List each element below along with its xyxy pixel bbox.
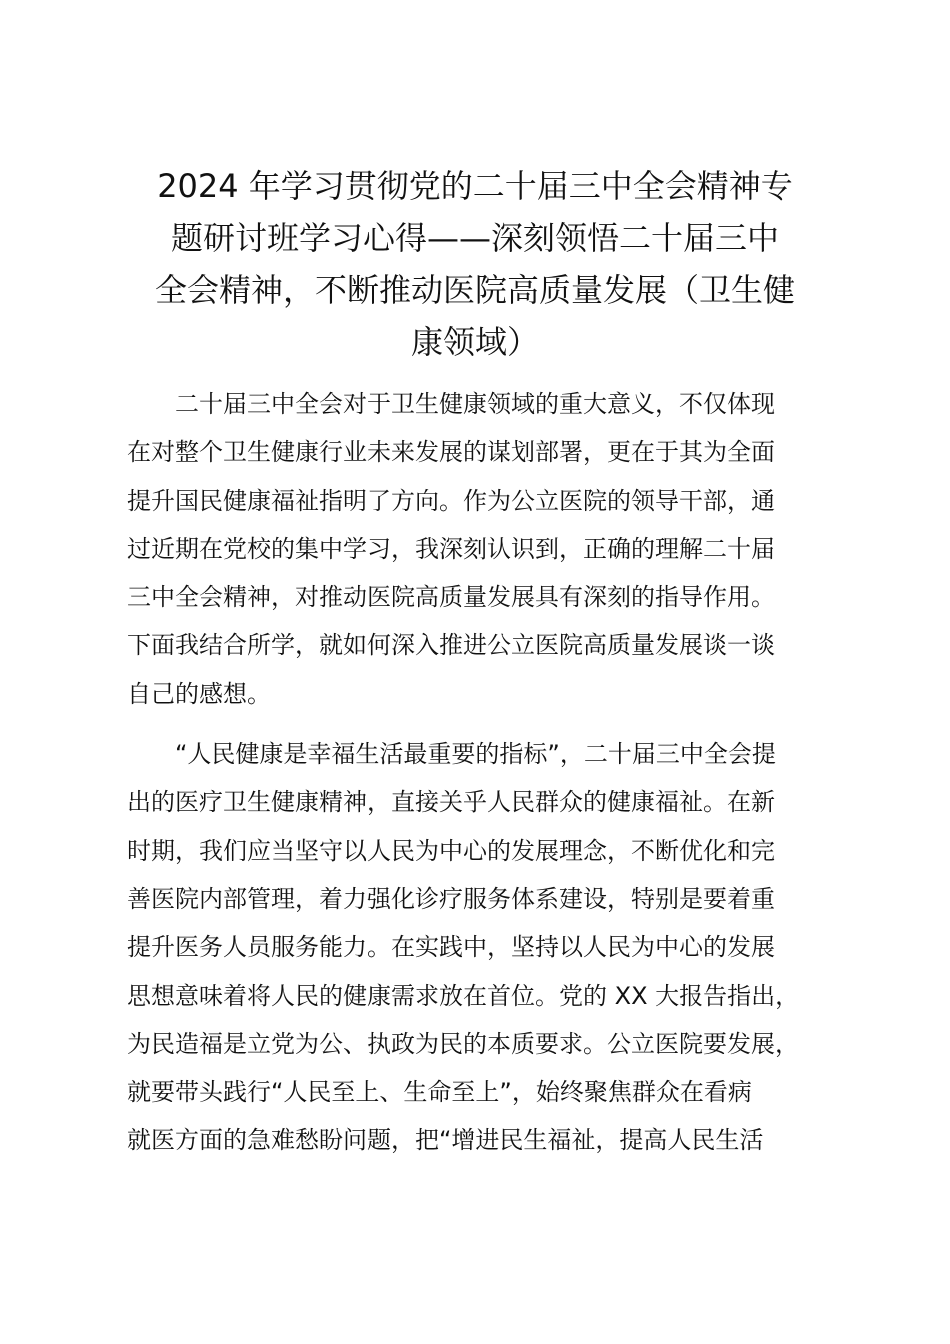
paragraph-line: 三中全会精神，对推动医院高质量发展具有深刻的指导作用。 xyxy=(127,583,775,612)
paragraph-line: 下面我结合所学，就如何深入推进公立医院高质量发展谈一谈 xyxy=(127,631,775,660)
paragraph-line: 提升医务人员服务能力。在实践中，坚持以人民为中心的发展 xyxy=(127,933,775,962)
document-title xyxy=(120,160,830,368)
paragraph-line: 时期，我们应当坚守以人民为中心的发展理念，不断优化和完 xyxy=(127,836,775,865)
paragraph-gap xyxy=(127,718,833,730)
title-line: 康领域） xyxy=(410,323,539,361)
paragraph-line: 就医方面的急难愁盼问题，把“增进民生福祉，提高人民生活 xyxy=(127,1126,764,1155)
paragraph-line: 自己的感想。 xyxy=(127,679,271,708)
paragraph-line: 为民造福是立党为公、执政为民的本质要求。公立医院要发展， xyxy=(127,1029,799,1058)
paragraph-line: “人民健康是幸福生活最重要的指标”，二十届三中全会提 xyxy=(127,740,776,769)
title-line: 2024 年学习贯彻党的二十届三中全会精神专 xyxy=(157,167,793,205)
document-body xyxy=(127,380,833,1165)
paragraph-line: 善医院内部管理，着力强化诊疗服务体系建设，特别是要着重 xyxy=(127,884,775,913)
paragraph-line: 提升国民健康福祉指明了方向。作为公立医院的领导干部，通 xyxy=(127,486,775,515)
paragraph-line: 二十届三中全会对于卫生健康领域的重大意义，不仅体现 xyxy=(127,390,775,418)
paragraph-line: 在对整个卫生健康行业未来发展的谋划部署，更在于其为全面 xyxy=(127,438,775,467)
paragraph-line: 就要带头践行“人民至上、生命至上”，始终聚焦群众在看病 xyxy=(127,1078,752,1107)
paragraph-1 xyxy=(127,380,833,718)
paragraph-line: 出的医疗卫生健康精神，直接关乎人民群众的健康福祉。在新 xyxy=(127,788,775,817)
paragraph-line: 思想意味着将人民的健康需求放在首位。党的 XX 大报告指出， xyxy=(127,981,800,1010)
paragraph-line: 过近期在党校的集中学习，我深刻认识到，正确的理解二十届 xyxy=(127,534,775,563)
title-line: 题研讨班学习心得——深刻领悟二十届三中 xyxy=(170,219,779,257)
title-line: 全会精神，不断推动医院高质量发展（卫生健 xyxy=(154,271,795,309)
paragraph-2 xyxy=(127,730,833,1165)
